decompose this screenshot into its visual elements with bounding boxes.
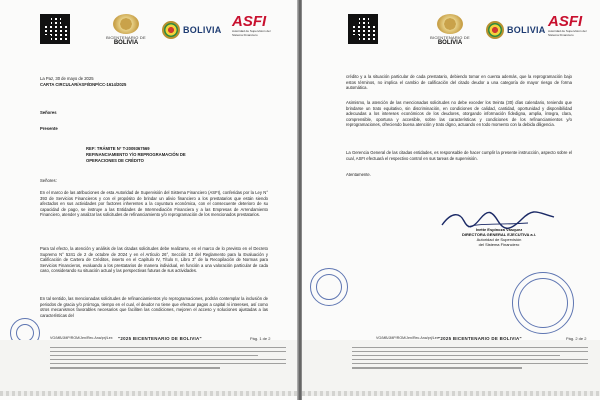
signer-org-1: Autoridad de Supervisión bbox=[476, 237, 522, 242]
footer-reference: VG/MB/JMP/ROM/Jen/Rec.Ana/prj/Lex bbox=[50, 336, 113, 340]
bicentenario-emblem-icon bbox=[113, 14, 139, 34]
paragraph-3: La Gerencia General de las citadas entidades, es responsable de hacer cumplir la presente instrucción, aspecto sobre el cual, ASFI efectuará el respectivo control en sus tareas de supervisión. bbox=[346, 150, 572, 161]
footer-address-lines bbox=[50, 347, 286, 372]
header-logos bbox=[96, 14, 222, 46]
closing: Atentamente. bbox=[346, 172, 371, 177]
bolivia-seal-icon bbox=[162, 21, 180, 39]
paragraph-2: Para tal efecto, la atención y análisis de las citadas solicitudes debe realizarse, en el marco de lo previsto en el Decreto Supremo N° 5241 de 2 de octubre de 2024 y en el Artículo 26°, Sección 10 del Reglamento para la Evaluación y Calificación de Cartera de Créditos, inserto en el Capítulo IV, Título II, Libro 3° de la Recopilación de Normas para Servicios Financieros, evaluando a los prestatarios de manera individual, en función a una valoración particular de cada caso, considerando su situación actual y las perspectivas futuras de sus actividades. bbox=[40, 246, 268, 274]
recipient-line-2: Presente bbox=[40, 126, 58, 131]
paragraph-1: En el marco de las atribuciones de esta Autoridad de Supervisión del Sistema Financiero (ASFI), conferidas por la Ley N° 393 de Servicios Financieros y con el propósito de brindar un alivio financiero a los prestatarios que están siendo afectados en sus actividades por factores inherentes a la coyuntura económica, con el consecuente deterioro de su capacidad de pago, se instruye a las Entidades de Intermediación Financiera y a las Empresas de Arrendamiento Financiero, atender y analizar las solicitudes de refinanciamiento y/o reprogramación de los mencionados prestatarios. bbox=[40, 190, 268, 218]
page-number: Pág. 1 de 2 bbox=[250, 336, 271, 341]
institutional-seal-icon bbox=[512, 272, 574, 334]
bolivia-seal-icon bbox=[486, 21, 504, 39]
asfi-logo: ASFI Autoridad de Supervisión del Sistema Financiero bbox=[232, 13, 271, 37]
signature-block bbox=[462, 227, 536, 247]
header-logos bbox=[420, 14, 546, 46]
signer-title: DIRECTORA GENERAL EJECUTIVA a.i. bbox=[462, 232, 536, 237]
footer-bicentenario: "2025 BICENTENARIO DE BOLIVIA" bbox=[118, 336, 202, 341]
paragraph-1: crédito y a la situación particular de cada prestatario, debiendo tomar en cuenta además, que la reprogramación bajo estos términos, no implica el cambio de calificación del citado deudor a una categoría de mayor riesgo de forma automática. bbox=[346, 74, 572, 91]
bicentenario-emblem-icon bbox=[437, 14, 463, 34]
letter-page-1 bbox=[0, 0, 298, 400]
letter-date: La Paz, 30 de mayo de 2025 bbox=[40, 76, 94, 81]
letter-page-2 bbox=[302, 0, 600, 400]
page-number: Pág. 2 de 2 bbox=[566, 336, 587, 341]
estado-bolivia-logo: BOLIVIA bbox=[162, 21, 222, 39]
asfi-logo: ASFI Autoridad de Supervisión del Sistema Financiero bbox=[548, 13, 587, 37]
greeting: Señores: bbox=[40, 178, 57, 183]
signer-org-2: del Sistema Financiero bbox=[478, 242, 520, 247]
footer-contact-bar bbox=[0, 391, 298, 396]
reference-line: REF: TRÁMITE N° T-2009367569 bbox=[86, 146, 150, 151]
recipient-line-1: Señores bbox=[40, 110, 57, 115]
bicentenario-logo: BICENTENARIO DE BOLIVIA bbox=[96, 14, 156, 46]
paragraph-2: Asimismo, la atención de las mencionadas solicitudes no debe exceder los treinta (30) días calendario, teniendo que brindarse un trato equitativo, sin discriminación, en condiciones de calidad, cantidad, oportunidad y disponibilidad adecuadas a los intereses económicos de los deudores, otorgando información fidedigna, amplia, íntegra, clara, comprensible, oportuna y accesible, sobre las características y condiciones de los refinanciamientos y/o reprogramaciones, ofreciendo buena atención y trato digno, actuando en todo momento con la debida diligencia. bbox=[346, 100, 572, 128]
reference-subject-1: REFINANCIAMIENTO Y/O REPROGRAMACIÓN DE bbox=[86, 152, 186, 157]
estado-bolivia-logo: BOLIVIA bbox=[486, 21, 546, 39]
reference-subject-2: OPERACIONES DE CRÉDITO bbox=[86, 158, 144, 163]
signer-name: Ivette Espinoza Vásquez bbox=[475, 227, 523, 232]
qr-code-icon bbox=[40, 14, 70, 44]
footer-contact-bar bbox=[302, 391, 600, 396]
circular-number: CARTA CIRCULAR/ASFI/DNP/CC-1614/2025 bbox=[40, 82, 127, 87]
footer-bicentenario: "2025 BICENTENARIO DE BOLIVIA" bbox=[438, 336, 522, 341]
bicentenario-logo: BICENTENARIO DE BOLIVIA bbox=[420, 14, 480, 46]
footer-address-lines bbox=[352, 347, 588, 372]
qr-code-icon bbox=[348, 14, 378, 44]
paragraph-3: En tal sentido, las mencionadas solicitudes de refinanciamientos y/o reprogramaciones, podrán contemplar la inclusión de periodos de gracia y/o prórroga, tiempo en el cual, el deudor no tiene que efectuar pagos a capital ni intereses, así como otros mecanismos favorables necesarios que faciliten las condiciones, mejoren el acceso y soluciones ajustadas a las características del bbox=[40, 296, 268, 318]
footer-reference: VG/MB/JMP/ROM/Jen/Rec.Ana/prj/Lex bbox=[376, 336, 439, 340]
approval-stamp-icon bbox=[310, 268, 348, 306]
